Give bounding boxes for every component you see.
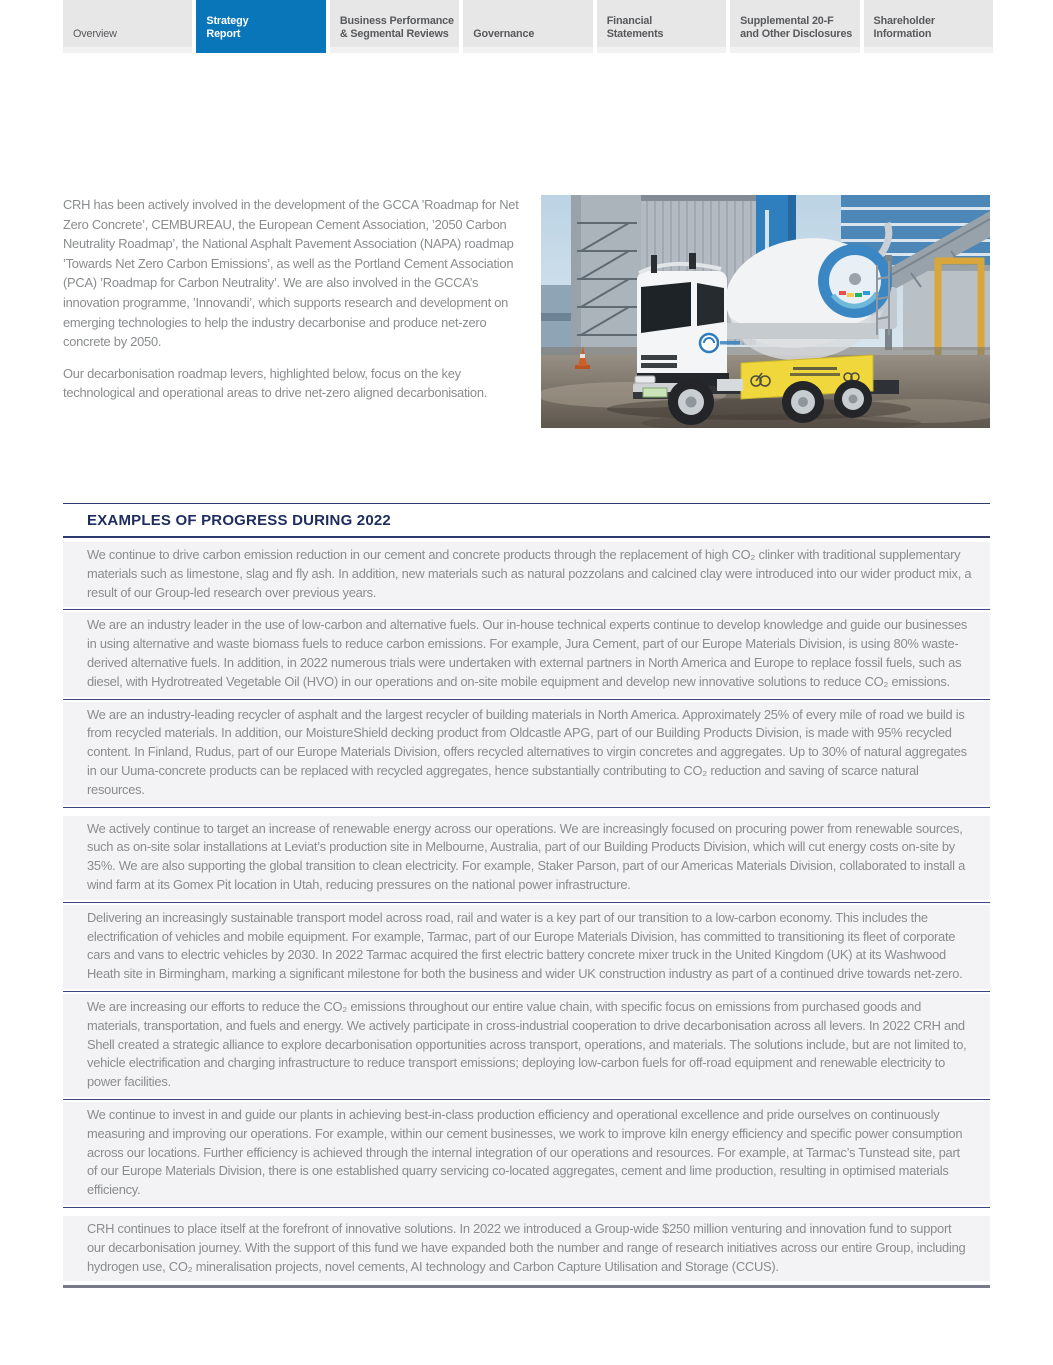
top-nav — [63, 0, 993, 53]
tab-label: Shareholder — [873, 15, 935, 27]
progress-items — [63, 542, 990, 1281]
front-wheel — [668, 379, 714, 425]
tab-supplemental-20f[interactable] — [730, 0, 859, 53]
tab-label: Report — [206, 28, 241, 40]
separator-line — [63, 1099, 990, 1100]
separator-line — [63, 609, 990, 610]
intro-text — [63, 195, 521, 428]
progress-item-clinker-replacement: We continue to drive carbon emission reduction in our cement and concrete products through the replacement of high CO₂ clinker with traditional supplementary materials such as limestone, slag and fly ash. In addition, new materials such as natural pozzolans and calcined clay were introduced into our wider product mix, a result of our Group-led research over previous years. — [63, 542, 990, 607]
tab-governance[interactable] — [463, 0, 592, 53]
progress-item-innovation-fund: CRH continues to place itself at the forefront of innovative solutions. In 2022 we introduced a Group-wide $250 million venturing and innovation fund to support our decarbonisation journey. With the support of this fund we have expanded both the number and range of research initiatives across our entire Group, including hydrogen use, CO₂ mineralisation projects, novel cements, AI technology and Carbon Capture Utilisation and Storage (CCUS). — [63, 1216, 990, 1281]
mixer-truck-photo-illustration — [541, 195, 990, 428]
report-page — [63, 0, 990, 1288]
separator-line — [63, 991, 990, 992]
section-heading-rule — [63, 536, 990, 538]
tab-strategy-report[interactable] — [196, 0, 325, 53]
progress-item-recycling: We are an industry-leading recycler of asphalt and the largest recycler of building materials in North America. Approximately 25% of every mile of road we build is from recycled materials. In addition, our MoistureShield decking product from Oldcastle APG, part of our Building Products Division, is made with 95% recycled content. In Finland, Rudus, part of our Europe Materials Division, offers recycled alternatives to virgin concretes and aggregates. Up to 30% of natural aggregates in our Uuma-concrete products can be replaced with recycled aggregates, hence substantially contributing to CO₂ reduction and saving of scarce natural resources. — [63, 702, 990, 805]
separator-line — [63, 1207, 990, 1208]
tab-overview[interactable] — [63, 0, 192, 53]
separator-line — [63, 699, 990, 700]
tab-label: Statements — [606, 28, 664, 40]
tab-label: Strategy — [206, 15, 249, 27]
progress-item-sustainable-transport: Delivering an increasingly sustainable transport model across road, rail and water is a key part of our transition to a low-carbon economy. This includes the electrification of vehicles and mobile equipment. For example, Tarmac, part of our Europe Materials Division, has committed to transitioning its fleet of corporate cars and vans to electric vehicles by 2030. In 2022 Tarmac acquired the first electric battery concrete mixer truck in the United Kingdom (UK) at its Washwood Heath site in Birmingham, marking a significant milestone for both the business and wider UK construction industry as part of a continued drive towards net-zero. — [63, 905, 990, 989]
intro-row — [63, 195, 990, 428]
intro-paragraph: Our decarbonisation roadmap levers, highlighted below, focus on the key technological and operational areas to drive net-zero aligned decarbonisation. — [63, 365, 488, 401]
tab-label: Information — [873, 28, 932, 40]
tab-label: and Other Disclosures — [740, 28, 853, 40]
progress-item-value-chain: We are increasing our efforts to reduce the CO₂ emissions throughout our entire value chain, with specific focus on emissions from purchased goods and materials, transportation, and fuels and energy. We actively participate in cross-industrial cooperation to drive decarbonisation across all levers. In 2022 CRH and Shell created a strategic alliance to explore decarbonisation opportunities across transport, operations, and materials. The solutions include, but are not limited to, vehicle electrification and charging infrastructure to reduce transport emissions; deploying low-carbon fuels for off-road equipment and renewable electricity to power facilities. — [63, 994, 990, 1097]
section-bottom-rule — [63, 1285, 990, 1288]
progress-section — [63, 503, 990, 1288]
tab-shareholder-information[interactable] — [864, 0, 993, 53]
progress-item-renewable-energy: We actively continue to target an increase of renewable energy across our operations. We are increasingly focused on procuring power from renewable sources, such as on-site solar installations at Leviat’s production site in Melbourne, Australia, part of our Building Products Division, which will cut energy costs on-site by 35%. We are also supporting the global transition to clean electricity. For example, Staker Parson, part of our Americas Materials Division, collaborated to install a wind farm at its Gomex Pit location in Utah, reducing pressures on the national power infrastructure. — [63, 816, 990, 900]
tab-label: Business Performance — [339, 15, 454, 27]
tab-label: Overview — [73, 28, 117, 40]
tab-business-performance[interactable] — [330, 0, 459, 53]
progress-item-production-efficiency: We continue to invest in and guide our plants in achieving best-in-class production efficiency and operational excellence and pride ourselves on continuously measuring and improving our operations. For example, within our cement businesses, we work to improve kiln energy efficiency and specific power consumption across our locations. Further efficiency is achieved through the internal integration of our operations and resources. For example, at Tarmac’s Tunstead site, part of our Europe Materials Division, there is one established quarry servicing co-located aggregates, cement and lime production, resulting in optimised materials efficiency. — [63, 1102, 990, 1205]
tab-label: Supplemental 20-F — [740, 15, 834, 27]
tab-financial-statements[interactable] — [597, 0, 726, 53]
progress-item-alternative-fuels: We are an industry leader in the use of low-carbon and alternative fuels. Our in-house technical experts continue to develop knowledge and guide our businesses in using alternative and waste biomass fuels to reduce carbon emissions. For example, Jura Cement, part of our Europe Materials Division, is using 80% waste-derived alternative fuels. In addition, in 2022 numerous trials were undertaken with external partners in North America and Europe to replace fossil fuels, such as diesel, with Hydrotreated Vegetable Oil (HVO) in our operations and on-site mobile equipment and develop new innovative solutions to reduce CO₂ emissions. — [63, 612, 990, 696]
separator-line — [63, 902, 990, 903]
tab-label: & Segmental Reviews — [339, 28, 449, 40]
tab-label: Governance — [473, 28, 535, 40]
progress-title: EXAMPLES OF PROGRESS DURING 2022 — [87, 512, 391, 529]
separator-line — [63, 807, 990, 808]
mixer-truck-photo — [541, 195, 990, 428]
intro-paragraph: CRH has been actively involved in the development of the GCCA ’Roadmap for Net Zero Concrete’, CEMBUREAU, the European Cement Association, ’2050 Carbon Neutrality Roadmap’, the National Asphalt Pavement Association (NAPA) roadmap ’Towards Net Zero Carbon Emissions’, as well as the Portland Cement Association (PCA) ’Roadmap for Carbon Neutrality’. We are also involved in the GCCA’s innovation programme, ’Innovandi’, which supports research and development on emerging technologies to help the industry decarbonise and produce net-zero concrete by 2050. — [63, 197, 519, 350]
tab-label: Financial — [606, 15, 653, 27]
